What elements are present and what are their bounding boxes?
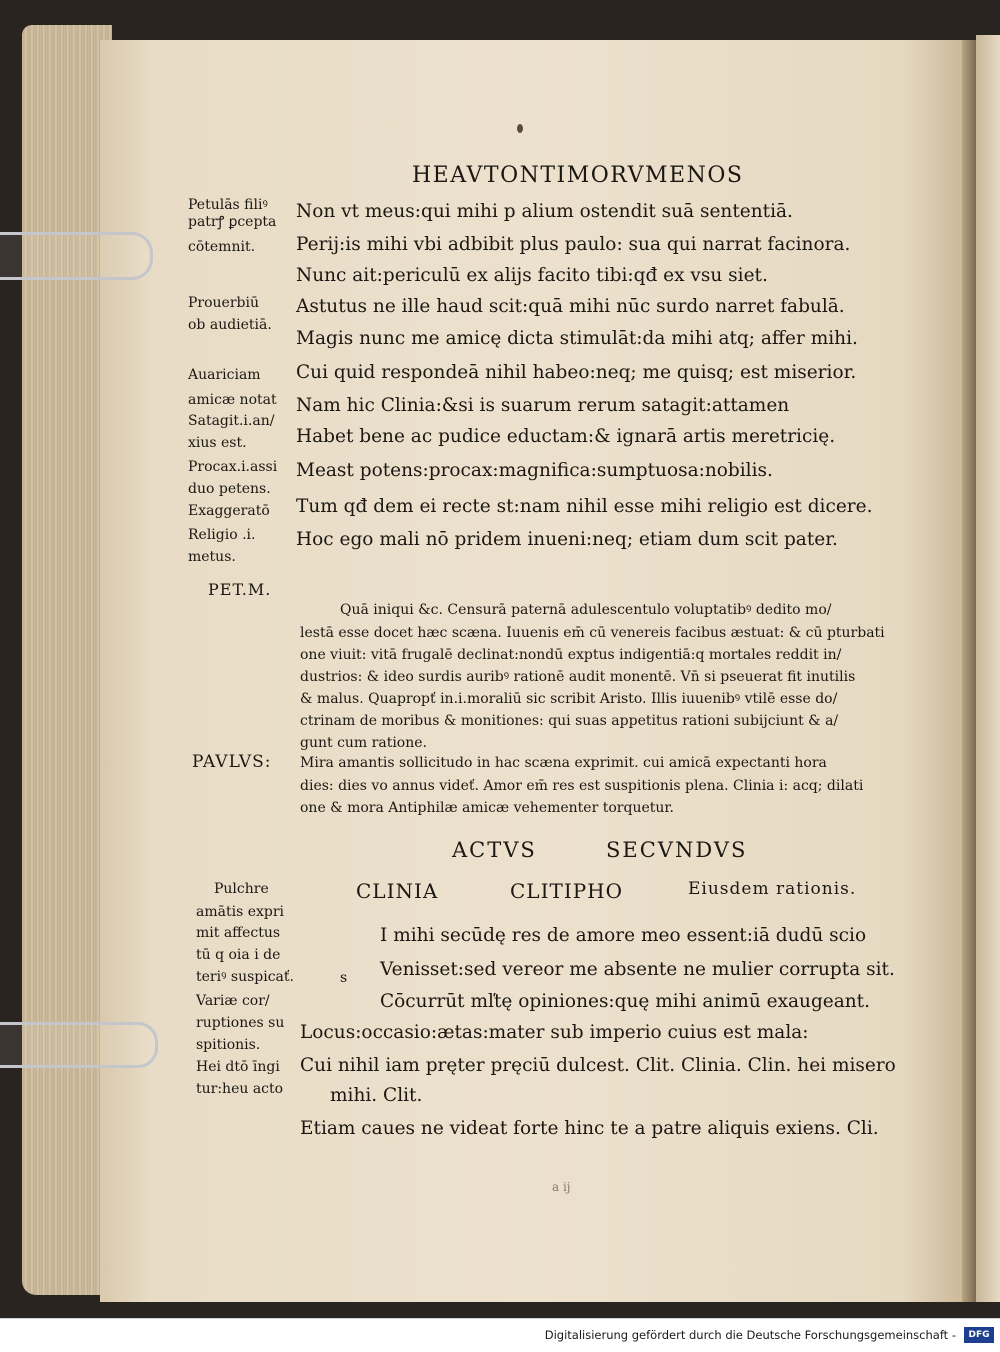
marginal-gloss: Religio .i.	[188, 527, 256, 543]
right-page-edge	[976, 35, 1000, 1302]
commentator-name: PAVLVS:	[192, 752, 272, 772]
verse-line: Cōcurrūt mľtę opiniones:quę mihi animū exaugeant.	[380, 991, 870, 1012]
verse-line: Tum qđ dem ei recte st:nam nihil esse mihi religio est dicere.	[296, 496, 873, 517]
commentary-line: Quā iniqui &c. Censurā paternā adulescentulo voluptatibꝰ dedito mo/	[340, 602, 832, 618]
marginal-gloss: Procax.i.assi	[188, 459, 278, 475]
verse-line: Meast potens:procax:magnifica:sumptuosa:nobilis.	[296, 460, 773, 481]
marginal-gloss: Petulās filiꝰ	[188, 197, 268, 213]
funding-note: Digitalisierung gefördert durch die Deutsche Forschungsgemeinschaft -	[544, 1328, 956, 1342]
commentary-line: gunt cum ratione.	[300, 735, 427, 751]
commentary-line: & malus. Quapropť in.i.moraliū sic scribit Aristo. Illis iuuenibꝰ vtilē esse do/	[300, 691, 838, 707]
marginal-gloss: Exaggeratō	[188, 503, 270, 519]
book-fore-edge	[22, 25, 112, 1295]
marginal-gloss: amātis expri	[196, 904, 285, 920]
verse-line: Nam hic Clinia:&si is suarum rerum satagit:attamen	[296, 395, 790, 416]
verse-line: Cui quid respondeā nihil habeo:neq; me quisq; est miserior.	[296, 362, 857, 383]
marginal-gloss: tur:heu acto	[196, 1081, 284, 1097]
ink-speck	[517, 124, 523, 133]
marginal-gloss: metus.	[188, 549, 236, 565]
marginal-gloss: Satagit.i.an/	[188, 413, 275, 429]
running-title: HEAVTONTIMORVMENOS	[412, 163, 744, 188]
persona-name: CLITIPHO	[510, 879, 624, 903]
marginal-gloss: ob audietiā.	[188, 317, 272, 333]
commentary-line: one & mora Antiphilæ amicæ vehementer torquetur.	[300, 800, 674, 816]
marginal-gloss: spitionis.	[196, 1037, 261, 1053]
verse-line: I mihi secūdę res de amore meo essent:iā dudū scio	[380, 925, 867, 946]
verse-line: Venisset:sed vereor me absente ne mulier corrupta sit.	[380, 959, 895, 980]
marginal-gloss: amicæ notat	[188, 392, 277, 408]
folio-signature: a ij	[552, 1180, 571, 1194]
commentary-line: dustrios: & ideo surdis auribꝰ rationē audit monentē. Vn̄ si pseuerat fit inutilis	[300, 669, 856, 685]
marginal-gloss: cōtemnit.	[188, 239, 256, 255]
persona-name: CLINIA	[356, 879, 439, 903]
marginal-gloss: Pulchre	[214, 881, 269, 897]
act-heading-right: SECVNDVS	[606, 838, 748, 862]
commentary-line: lestā esse docet hæc scæna. Iuuenis em̄ cū venereis facibus æstuat: & cū pturbati	[300, 625, 885, 641]
commentator-name: PET.M.	[208, 580, 272, 599]
marginal-gloss: Auariciam	[188, 367, 261, 383]
verse-line: Etiam caues ne videat forte hinc te a patre aliquis exiens. Cli.	[300, 1118, 879, 1139]
marginal-gloss: duo petens.	[188, 481, 271, 497]
commentary-line: one viuit: vitā frugalē declinat:nondū exptus indigentiā:q mortales reddit in/	[300, 647, 842, 663]
verse-line: Magis nunc me amicę dicta stimulāt:da mihi atq; affer mihi.	[296, 328, 858, 349]
marginal-gloss: teriꝰ suspicať.	[196, 969, 294, 985]
marginal-gloss: tū q oia i de	[196, 947, 281, 963]
book-gutter	[962, 40, 976, 1302]
commentary-line: dies: dies vo annus videť. Amor em̄ res est suspitionis plena. Clinia i: acq; dilati	[300, 778, 864, 794]
verse-line: Hoc ego mali nō pridem inueni:neq; etiam dum scit pater.	[296, 529, 838, 550]
marginal-gloss: patrꝭ ꝑcepta	[188, 214, 277, 230]
marginal-gloss: Prouerbiū	[188, 295, 259, 311]
dfg-logo[interactable]: DFG	[964, 1327, 994, 1343]
act-heading-left: ACTVS	[452, 838, 537, 862]
verse-line: Astutus ne ille haud scit:quā mihi nūc surdo narret fabulā.	[296, 296, 845, 317]
paper-clip	[0, 232, 153, 280]
commentary-line: Mira amantis sollicitudo in hac scæna exprimit. cui amicā expectanti hora	[300, 755, 827, 771]
paper-clip	[0, 1022, 158, 1068]
footer-bar	[0, 1318, 1000, 1352]
verse-line: mihi. Clit.	[330, 1085, 423, 1106]
commentary-line: ctrinam de moribus & monitiones: qui suas appetitus rationi subijciunt & a/	[300, 713, 839, 729]
verse-line: Nunc ait:periculū ex alijs facito tibi:qđ ex vsu siet.	[296, 265, 768, 286]
marginal-gloss: ruptiones su	[196, 1015, 285, 1031]
verse-line: Locus:occasio:ætas:mater sub imperio cuius est mala:	[300, 1022, 809, 1043]
persona-note: Eiusdem rationis.	[688, 879, 857, 899]
marginal-gloss: Variæ cor/	[196, 993, 270, 1009]
marginal-gloss: mit affectus	[196, 925, 281, 941]
signature-mark: s	[340, 970, 348, 986]
marginal-gloss: Hei dtō īngi	[196, 1059, 280, 1075]
verse-line: Non vt meus:qui mihi p alium ostendit suā sententiā.	[296, 201, 793, 222]
marginal-gloss: xius est.	[188, 435, 247, 451]
verse-line: Cui nihil iam pręter pręciū dulcest. Clit. Clinia. Clin. hei misero	[300, 1055, 896, 1076]
verse-line: Habet bene ac pudice eductam:& ignarā artis meretricię.	[296, 426, 836, 447]
verse-line: Perij:is mihi vbi adbibit plus paulo: sua qui narrat facinora.	[296, 234, 851, 255]
